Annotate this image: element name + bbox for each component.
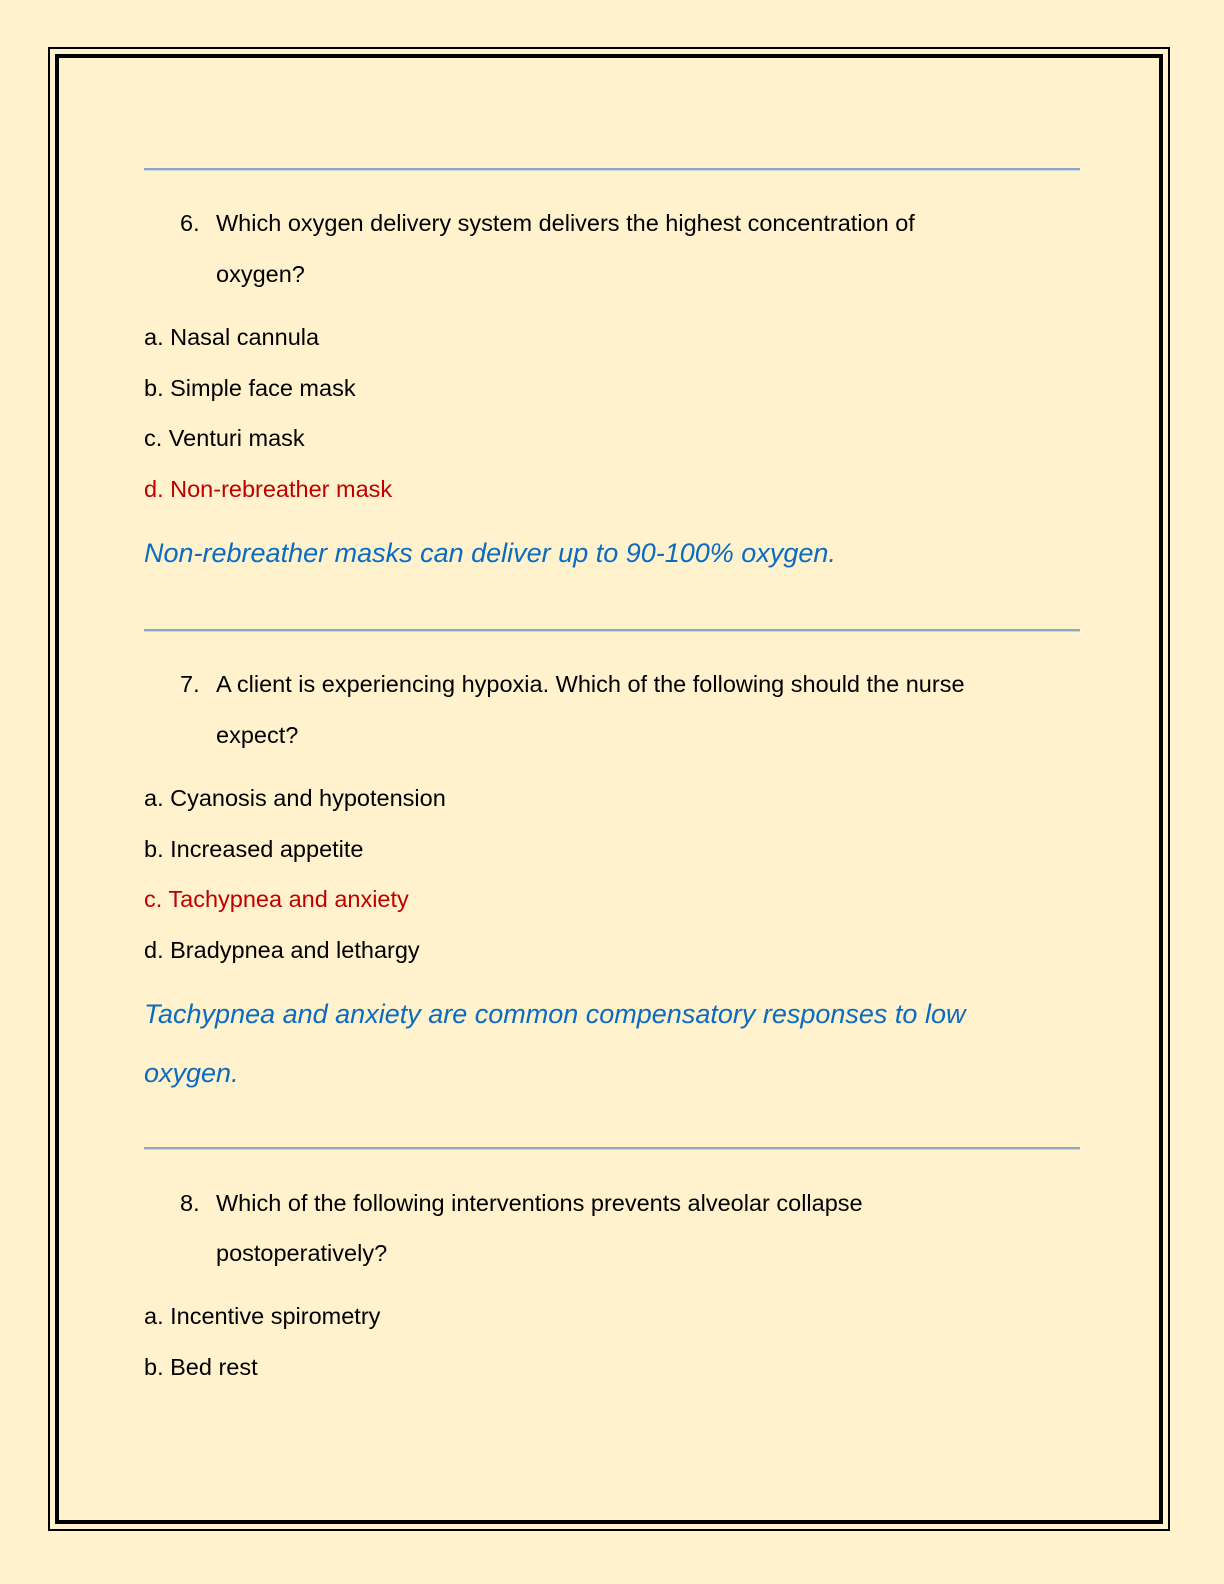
option-a: a. Nasal cannula xyxy=(144,324,320,350)
option-a: a. Cyanosis and hypotension xyxy=(144,785,446,811)
quiz-content xyxy=(144,0,1080,1584)
option-b: b. Simple face mask xyxy=(144,375,356,401)
option-b: b. Increased appetite xyxy=(144,836,364,862)
option-d: d. Bradypnea and lethargy xyxy=(144,937,420,963)
option-c-correct: c. Tachypnea and anxiety xyxy=(144,886,409,912)
question-text: Which oxygen delivery system delivers the highest concentration of xyxy=(216,210,915,236)
option-d-correct: d. Non-rebreather mask xyxy=(144,476,393,502)
question-text: A client is experiencing hypoxia. Which of the following should the nurse xyxy=(216,671,965,697)
divider xyxy=(144,1147,1080,1149)
answer-explanation: Tachypnea and anxiety are common compensatory responses to low xyxy=(144,999,966,1029)
question-number: 8. xyxy=(180,1190,200,1216)
question-number: 7. xyxy=(180,671,200,697)
answer-explanation-continued: oxygen. xyxy=(144,1058,239,1088)
option-a: a. Incentive spirometry xyxy=(144,1303,381,1329)
question-number: 6. xyxy=(180,210,200,236)
question-text-continued: expect? xyxy=(216,722,299,748)
option-b: b. Bed rest xyxy=(144,1354,258,1380)
divider xyxy=(144,168,1080,170)
question-text: Which of the following interventions prevents alveolar collapse xyxy=(216,1190,863,1216)
question-text-continued: postoperatively? xyxy=(216,1240,388,1266)
question-text-continued: oxygen? xyxy=(216,261,305,287)
divider xyxy=(144,629,1080,631)
answer-explanation: Non-rebreather masks can deliver up to 90-100% oxygen. xyxy=(144,538,836,568)
option-c: c. Venturi mask xyxy=(144,425,305,451)
